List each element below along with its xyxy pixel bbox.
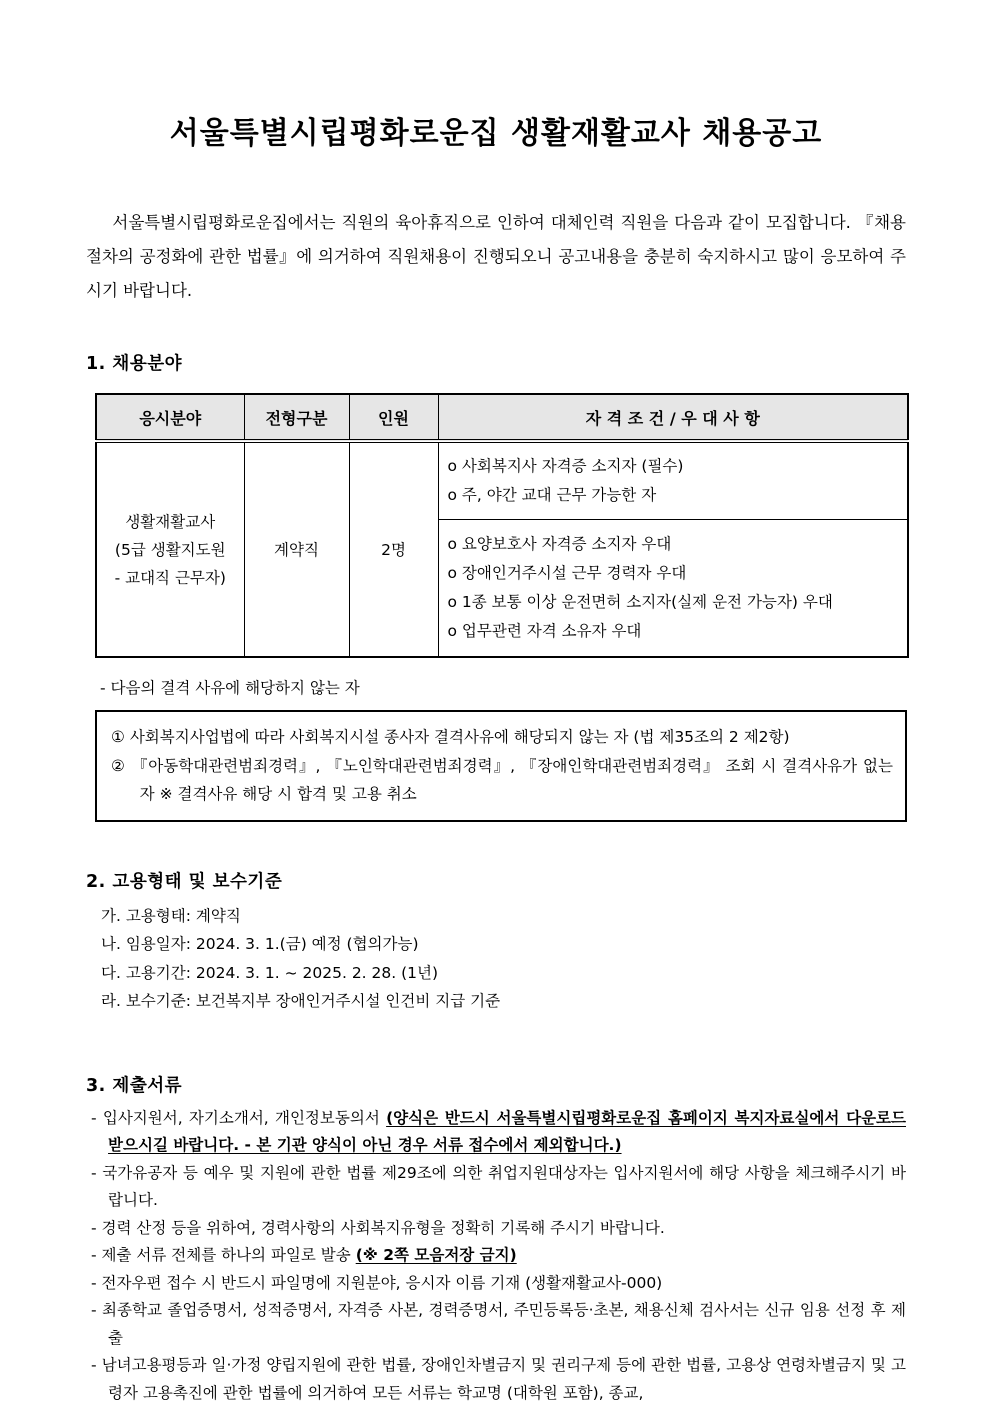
preferred-qualification-item: o 장애인거주시설 근무 경력자 우대 <box>447 564 687 582</box>
intro-paragraph: 서울특별시립평화로운집에서는 직원의 육아휴직으로 인하여 대체인력 직원을 다음과 같이 모집합니다. 『채용절차의 공정화에 관한 법률』에 의거하여 직원채용이 진행되오니 공고내용을 충분히 숙지하시고 많이 응모하여 주시기 바랍니다. <box>86 213 906 300</box>
table-row <box>96 441 908 520</box>
employment-term-item: 라. 보수기준: 보건복지부 장애인거주시설 인건비 지급 기준 <box>101 992 501 1010</box>
cell-application-field <box>96 441 244 657</box>
plain-text: - 국가유공자 등 예우 및 지원에 관한 법률 제29조에 의한 취업지원대상자는 입사지원서에 해당 사항을 체크해주시기 바랍니다. <box>91 1163 906 1209</box>
section3-heading: 3. 제출서류 <box>86 1075 183 1096</box>
section-employment-terms <box>86 868 906 1016</box>
plain-text: - 전자우편 접수 시 반드시 파일명에 지원분야, 응시자 이름 기재 (생활재활교사-000) <box>91 1273 663 1292</box>
employment-terms-list <box>101 902 906 1016</box>
preferred-qualification-item: o 업무관련 자격 소유자 우대 <box>447 622 642 640</box>
submission-document-item <box>91 1270 906 1298</box>
disqualification-criteria-box <box>95 710 907 822</box>
section2-heading: 2. 고용형태 및 보수기준 <box>86 871 283 892</box>
required-qualification-item: o 주, 야간 교대 근무 가능한 자 <box>447 486 657 504</box>
preferred-qualification-item: o 요양보호사 자격증 소지자 우대 <box>447 535 672 553</box>
column-header-qualifications: 자 격 조 건 / 우 대 사 항 <box>438 394 908 441</box>
field-line: (5급 생활지도원 <box>114 540 226 559</box>
field-line: 생활재활교사 <box>125 512 216 531</box>
submission-document-item <box>91 1215 906 1243</box>
submission-document-item <box>91 1242 906 1270</box>
disqualification-note: - 다음의 결격 사유에 해당하지 않는 자 <box>100 679 360 697</box>
document-title: 서울특별시립평화로운집 생활재활교사 채용공고 <box>169 116 823 151</box>
cell-required-qualifications <box>438 441 908 520</box>
column-header-field: 응시분야 <box>96 394 244 441</box>
cell-headcount: 2명 <box>349 441 438 657</box>
table-header-row <box>96 394 908 441</box>
recruitment-table <box>95 393 909 658</box>
column-header-count: 인원 <box>349 394 438 441</box>
cell-preferred-qualifications <box>438 520 908 658</box>
employment-term-item: 다. 고용기간: 2024. 3. 1. ~ 2025. 2. 28. (1년) <box>101 963 439 982</box>
employment-term-item: 나. 임용일자: 2024. 3. 1.(금) 예정 (협의가능) <box>101 935 419 953</box>
submission-document-item <box>91 1105 906 1160</box>
submission-documents-list <box>91 1105 906 1403</box>
submission-document-item <box>91 1352 906 1403</box>
plain-text: - 제출 서류 전체를 하나의 파일로 발송 <box>91 1246 356 1264</box>
plain-text: - 입사지원서, 자기소개서, 개인정보동의서 <box>91 1108 387 1127</box>
plain-text: - 경력 산정 등을 위하여, 경력사항의 사회복지유형을 정확히 기록해 주시기 바랍니다. <box>91 1218 665 1237</box>
emphasized-text: (※ 2쪽 모음저장 금지) <box>355 1246 517 1264</box>
submission-document-item <box>91 1160 906 1215</box>
submission-document-item <box>91 1297 906 1352</box>
section1-heading: 1. 채용분야 <box>86 354 183 374</box>
employment-term-item: 가. 고용형태: 계약직 <box>101 906 241 925</box>
required-qualification-item: o 사회복지사 자격증 소지자 (필수) <box>447 457 684 475</box>
cell-employment-type: 계약직 <box>244 441 349 657</box>
preferred-qualification-item: o 1종 보통 이상 운전면허 소지자(실제 운전 가능자) 우대 <box>447 593 833 611</box>
emphasized-text: (양식은 반드시 서울특별시립평화로운집 홈페이지 복지자료실에서 다운로드 받으시길 바랍니다. - 본 기관 양식이 아닌 경우 서류 접수에서 제외합니다.) <box>108 1108 906 1154</box>
disqualification-criterion: ① 사회복지사업법에 따라 사회복지시설 종사자 결격사유에 해당되지 않는 자 (법 제35조의 2 제2항) <box>111 728 790 746</box>
column-header-type: 전형구분 <box>244 394 349 441</box>
section-recruitment-field <box>86 350 906 822</box>
plain-text: - 최종학교 졸업증명서, 성적증명서, 자격증 사본, 경력증명서, 주민등록등·초본, 채용신체 검사서는 신규 임용 선정 후 제출 <box>91 1301 906 1347</box>
plain-text: - 남녀고용평등과 일·가정 양립지원에 관한 법률, 장애인차별금지 및 권리구제 등에 관한 법률, 고용상 연령차별금지 및 고령자 고용촉진에 관한 법률에 의거하여 모든 서류는 학교명 (대학원 포함), 종교, <box>91 1356 906 1402</box>
field-line: - 교대직 근무자) <box>114 568 226 587</box>
section-submission-documents <box>86 1072 906 1403</box>
disqualification-criterion: ② 『아동학대관련범죄경력』, 『노인학대관련범죄경력』, 『장애인학대관련범죄경력』 조회 시 결격사유가 없는 자 ※ 결격사유 해당 시 합격 및 고용 취소 <box>111 756 893 803</box>
